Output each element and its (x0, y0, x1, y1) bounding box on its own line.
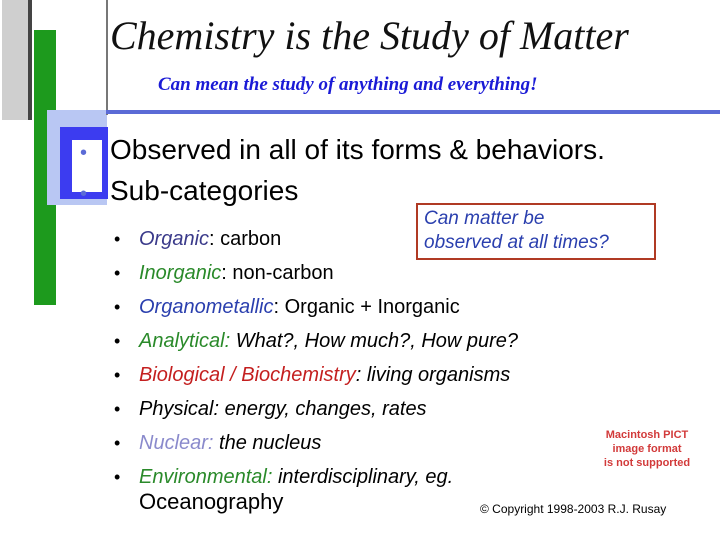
subcategory-term: Physical: (139, 398, 220, 420)
sub-bullet-dot: • (114, 331, 121, 351)
sub-bullet-dot: • (114, 433, 121, 453)
pict-unsupported-placeholder (598, 428, 696, 470)
template-horizontal-rule (106, 110, 720, 114)
slide-title: Chemistry is the Study of Matter (110, 13, 629, 58)
bullet-subcategories: Sub-categories (110, 175, 299, 206)
callout-line: Can matter be (424, 208, 545, 229)
sub-bullet-dot: • (114, 399, 121, 419)
bullet-observed: Observed in all of its forms & behaviors. (110, 134, 605, 165)
subcategory-term: Environmental: (139, 466, 273, 488)
pict-notice-line: Macintosh PICT (605, 429, 689, 441)
subcategory-term: Organometallic (139, 296, 274, 318)
pict-notice-line: is not supported (603, 457, 691, 469)
subcategory-description: the nucleus (213, 432, 322, 454)
subcategory-list (114, 222, 518, 494)
subcategory-description: : Organic + Inorganic (273, 296, 460, 318)
template-vertical-line (106, 0, 108, 115)
subcategory-item (114, 392, 518, 426)
subcategory-term: Nuclear: (139, 432, 214, 454)
callout-line: observed at all times? (424, 232, 609, 253)
pict-notice-line: image format (612, 443, 682, 455)
copyright-notice: © Copyright 1998-2003 R.J. Rusay (480, 502, 667, 516)
subcategory-description: : carbon (209, 228, 282, 250)
template-dark-bar (28, 0, 32, 120)
subcategory-term: Organic (139, 228, 210, 250)
sub-bullet-dot: • (114, 229, 121, 249)
subcategory-item (114, 358, 518, 392)
subcategory-item (114, 324, 518, 358)
bullet-dot: • (80, 183, 88, 205)
subcategory-description: interdisciplinary, eg. (272, 466, 454, 488)
subcategory-term: Analytical: (139, 330, 231, 352)
environmental-continuation: Oceanography (139, 489, 284, 514)
subcategory-term: Inorganic (139, 262, 222, 284)
subcategory-item (114, 426, 518, 460)
sub-bullet-dot: • (114, 297, 121, 317)
subcategory-term: Biological / Biochemistry (139, 364, 356, 386)
subcategory-description: What?, How much?, How pure? (230, 330, 519, 352)
slide-subtitle: Can mean the study of anything and everything! (158, 74, 538, 95)
template-gray-bar (2, 0, 30, 120)
bullet-dot: • (80, 142, 88, 164)
subcategory-description: : living organisms (355, 364, 511, 386)
subcategory-description: energy, changes, rates (219, 398, 427, 420)
sub-bullet-dot: • (114, 263, 121, 283)
sub-bullet-dot: • (114, 365, 121, 385)
subcategory-item (114, 290, 518, 324)
subcategory-item (114, 256, 518, 290)
sub-bullet-dot: • (114, 467, 121, 487)
subcategory-description: : non-carbon (221, 262, 334, 284)
callout-box (416, 203, 656, 260)
